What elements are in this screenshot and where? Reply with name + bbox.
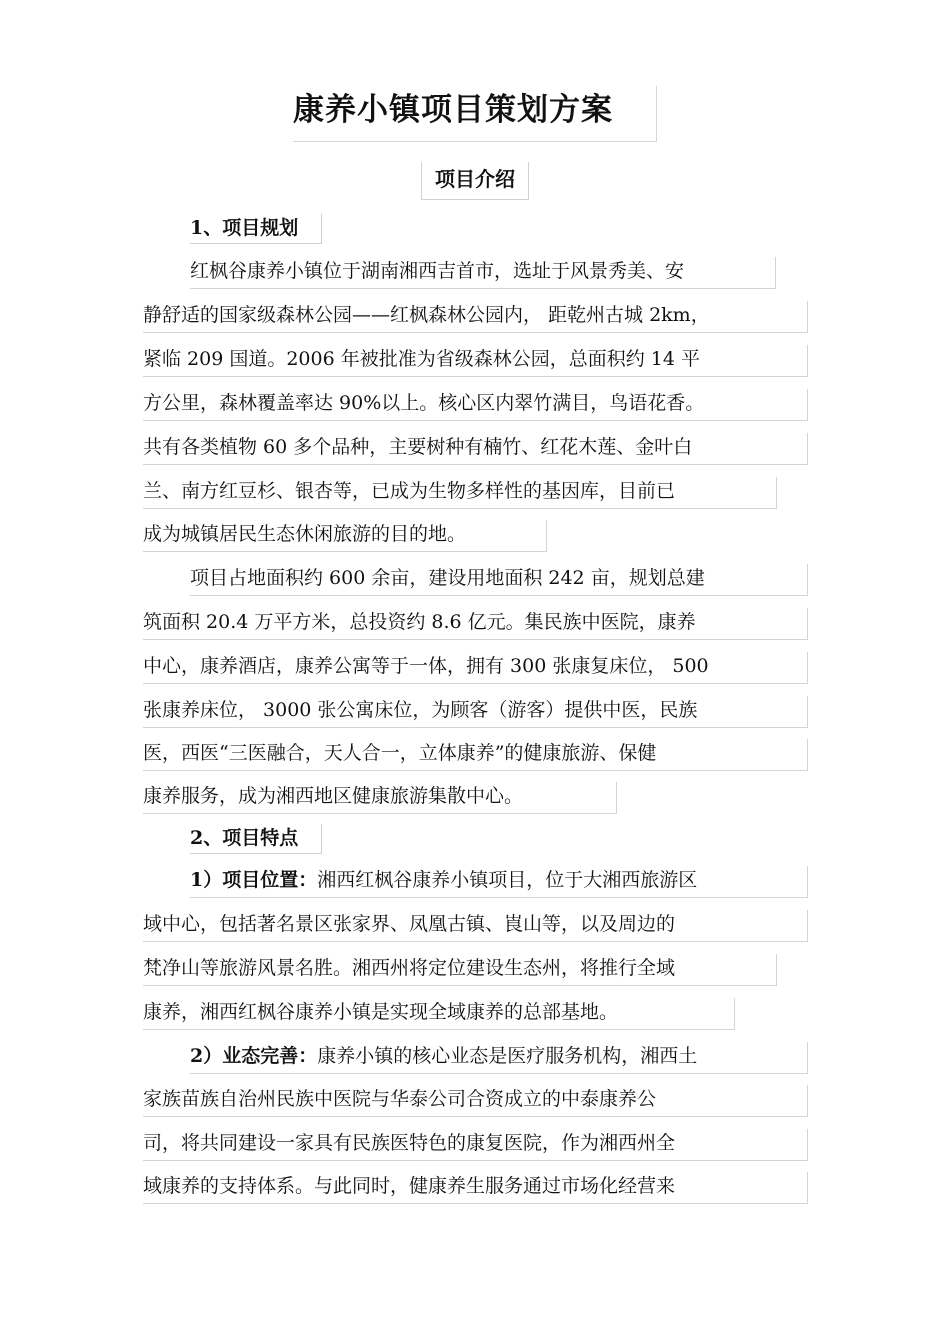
paragraph-line: 筑面积 20.4 万平方米，总投资约 8.6 亿元。集民族中医院，康养 bbox=[143, 608, 808, 640]
item-text: 湘西红枫谷康养小镇项目，位于大湘西旅游区 bbox=[317, 869, 698, 891]
paragraph-line: 家族苗族自治州民族中医院与华泰公司合资成立的中泰康养公 bbox=[143, 1085, 808, 1117]
paragraph-line: 张康养床位， 3000 张公寓床位，为顾客（游客）提供中医，民族 bbox=[143, 696, 808, 728]
paragraph-line: 域康养的支持体系。与此同时，健康养生服务通过市场化经营来 bbox=[143, 1172, 808, 1204]
paragraph-line: 紧临 209 国道。2006 年被批准为省级森林公园，总面积约 14 平 bbox=[143, 345, 808, 377]
paragraph-line: 医，西医“三医融合，天人合一，立体康养”的健康旅游、保健 bbox=[143, 739, 808, 771]
paragraph-line: 康养服务，成为湘西地区健康旅游集散中心。 bbox=[143, 782, 617, 814]
paragraph-line: 方公里，森林覆盖率达 90%以上。核心区内翠竹满目，鸟语花香。 bbox=[143, 389, 808, 421]
item-lead-location: 1）项目位置： bbox=[190, 869, 318, 891]
section-title: 项目介绍 bbox=[421, 162, 529, 200]
paragraph-line: 共有各类植物 60 多个品种，主要树种有楠竹、红花木莲、金叶白 bbox=[143, 433, 808, 465]
document-title: 康养小镇项目策划方案 bbox=[293, 86, 657, 142]
paragraph-line: 司，将共同建设一家具有民族医特色的康复医院，作为湘西州全 bbox=[143, 1129, 808, 1161]
paragraph-line: 康养，湘西红枫谷康养小镇是实现全域康养的总部基地。 bbox=[143, 998, 735, 1030]
paragraph-line bbox=[190, 866, 808, 898]
paragraph-line: 成为城镇居民生态休闲旅游的目的地。 bbox=[143, 520, 547, 552]
paragraph-line bbox=[190, 1042, 808, 1074]
paragraph-line: 兰、南方红豆杉、银杏等，已成为生物多样性的基因库，目前已 bbox=[143, 477, 777, 509]
item-lead-business: 2）业态完善： bbox=[190, 1045, 318, 1067]
paragraph-line: 项目占地面积约 600 余亩，建设用地面积 242 亩，规划总建 bbox=[190, 564, 808, 596]
paragraph-line: 梵净山等旅游风景名胜。湘西州将定位建设生态州，将推行全域 bbox=[143, 954, 777, 986]
heading-project-planning: 1、项目规划 bbox=[190, 214, 322, 244]
item-text: 康养小镇的核心业态是医疗服务机构，湘西土 bbox=[317, 1045, 698, 1067]
paragraph-line: 域中心，包括著名景区张家界、凤凰古镇、崀山等，以及周边的 bbox=[143, 910, 808, 942]
paragraph-line: 静舒适的国家级森林公园——红枫森林公园内， 距乾州古城 2km， bbox=[143, 301, 808, 333]
paragraph-line: 中心，康养酒店，康养公寓等于一体，拥有 300 张康复床位， 500 bbox=[143, 652, 808, 684]
paragraph-line: 红枫谷康养小镇位于湖南湘西吉首市，选址于风景秀美、安 bbox=[190, 257, 776, 289]
heading-project-features: 2、项目特点 bbox=[190, 824, 322, 854]
